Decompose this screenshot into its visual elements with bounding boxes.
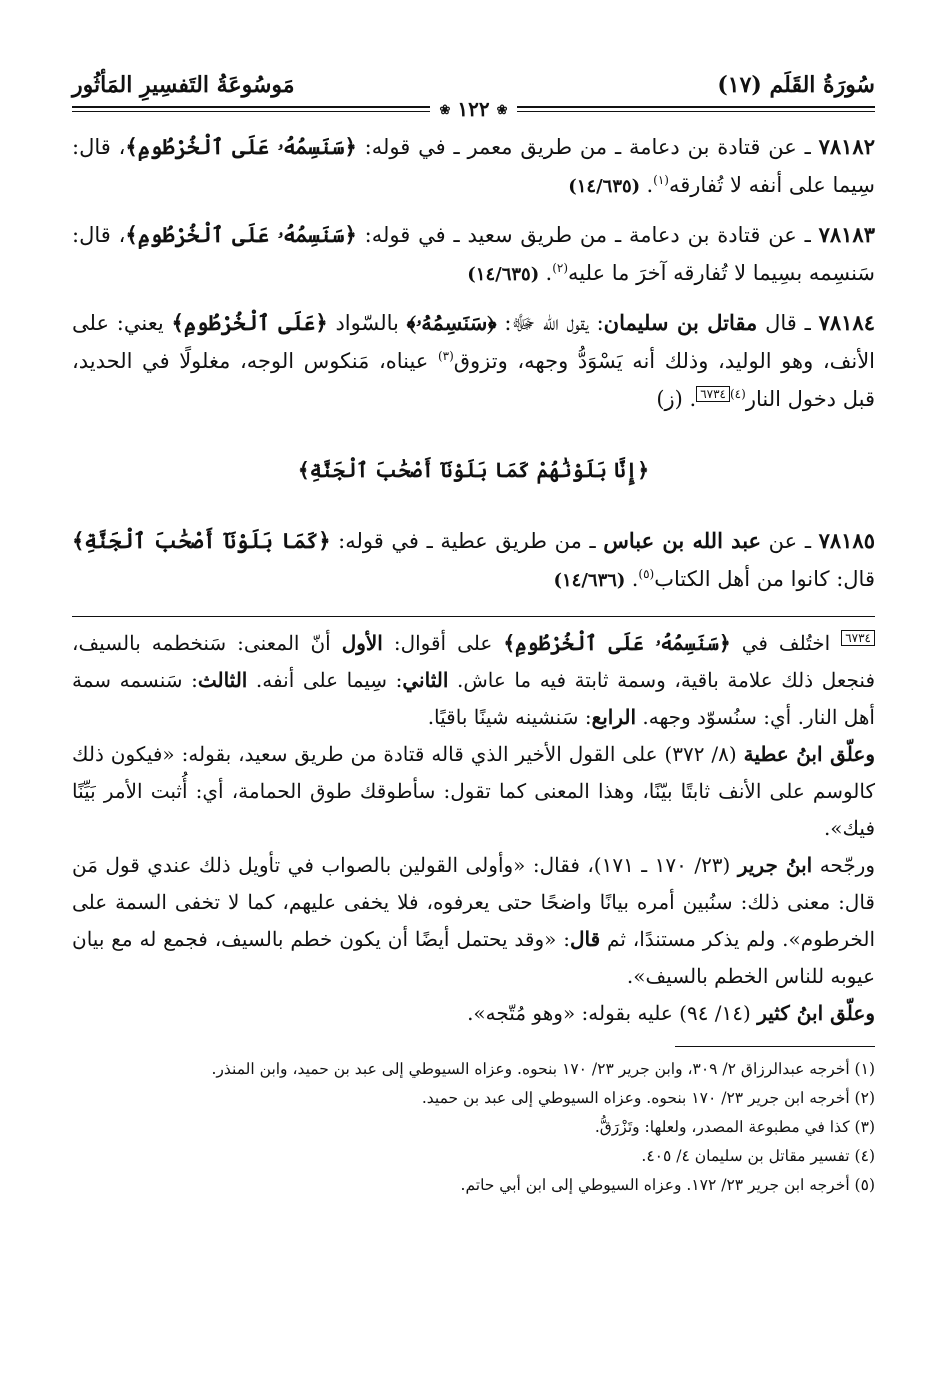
footnote: (١) أخرجه عبدالرزاق ٢/ ٣٠٩، وابن جرير ٢٣/ ١٧٠ بنحوه. وعزاه السيوطي إلى عبد بن حميد، وابن المنذر. [211,1060,875,1078]
header-sura [717,72,875,98]
footnote-marker: (٤) [729,387,746,401]
page [72,64,875,1200]
ornament-icon: ❀ [496,103,508,118]
narration-entry: ٧٨١٨٢ ـ عن قتادة بن دعامة ـ من طريق معمر ـ في قوله: ﴿سَنَسِمُهُۥ عَلَى ٱلْخُرْطُومِ﴾، قال: سِيما على أنفه لا تُفارقه$^{(١)}$. (١٤/٦٣٥) [72,134,875,197]
entry-number: ٧٨١٨٣ [818,222,875,247]
narration-entry: ٧٨١٨٣ ـ عن قتادة بن دعامة ـ من طريق سعيد ـ في قوله: ﴿سَنَسِمُهُۥ عَلَى ٱلْخُرْطُومِ﴾، قال: سَنسِمه بسِيما لا تُفارقه آخرَ ما عليه$^{(٢)}$. (١٤/٦٣٥) [72,222,875,285]
footnote: (٥) أخرجه ابن جرير ٢٣/ ١٧٢. وعزاه السيوطي إلى ابن أبي حاتم. [460,1176,875,1194]
verse-heading: ﴿إِنَّا بَلَوْنَٰهُمْ كَمَا بَلَوْنَآ أَصْحَٰبَ ٱلْجَنَّةِ﴾ [297,458,650,482]
narration-entry: ٧٨١٨٥ ـ عن عبد الله بن عباس ـ من طريق عطية ـ في قوله: ﴿كَمَا بَلَوْنَآ أَصْحَٰبَ ٱلْجَنَّةِ﴾ قال: كانوا من أهل الكتاب$^{(٥)}$. (١٤/٦٣٦) [72,528,875,591]
narrator-name: عبد الله بن عباس [603,528,762,553]
commentary-block: ٦٧٣٤ اختُلف في ﴿سَنَسِمُهُۥ عَلَى ٱلْخُرْطُومِ﴾ على أقوال: الأول أنّ المعنى: سَنخطمه بالسيف، فنجعل ذلك علامة باقية، وسمة ثابتة فيه ما عاش. الثاني: سِيما على أنفه. الثالث: سَنسمه سمة أهل النار. أي: سنُسوّد وجهه. الرابع: سَنشينه شينًا باقيًا. وعلّق ابنُ عطية (٨/ ٣٧٢) على القول الأخير الذي قاله قتادة من طريق سعيد، بقوله: «فيكون ذلك كالوسم على الأنف ثابتًا بيّنًا، وهذا المعنى كما تقول: سأطوقك طوق الحمامة، أي: أُثبت الأمر بَيِّنًا فيك». ورجّحه ابنُ جرير (٢٣/ ١٧٠ ـ ١٧١)، فقال: «وأولى القولين بالصواب في تأويل ذلك عندي قول مَن قال: معنى ذلك: سنُبين أمره بيانًا واضحًا حتى يعرفوه، فلا يخفى عليهم، كما لا تخفى السمة على الخرطوم». ولم يذكر مستندًا، ثم قال: «وقد يحتمل أيضًا أن يكون خطم بالسيف، فجمع له مع بيان عيوبه للناس الخطم بالسيف». وعلّق ابنُ كثير (١٤/ ٩٤) عليه بقوله: «وهو مُتّجه». [72,631,876,1025]
entry-number: ٧٨١٨٤ [818,310,875,335]
footnote-marker: (١) [653,173,669,187]
reference: (١٤/٦٣٥) [467,264,546,285]
commentary-separator [72,616,875,617]
running-header [72,64,875,121]
footnote-separator [675,1046,875,1047]
entry-number: ٧٨١٨٥ [818,528,875,553]
footnote: (٤) تفسير مقاتل بن سليمان ٤/ ٤٠٥. [641,1147,875,1165]
quran-verse: ﴿سَنَسِمُهُۥ عَلَى ٱلْخُرْطُومِ﴾ [125,222,357,247]
sura-name: سُورَةُ القَلَم [769,72,875,98]
quran-verse: ﴿عَلَى ٱلْخُرْطُومِ﴾ [171,310,328,335]
ornament-icon: ❀ [439,103,451,118]
quran-verse: ﴿سَنَسِمُهُۥ عَلَى ٱلْخُرْطُومِ﴾ [503,631,731,655]
narrator-name: مقاتل بن سليمان [603,310,758,335]
footnotes [72,1055,875,1200]
footnote: (٣) كذا في مطبوعة المصدر، ولعلها: وتَزْرَقُّ. [594,1118,875,1136]
sura-number: (١٧) [717,72,762,98]
quran-verse: ﴿كَمَا بَلَوْنَآ أَصْحَٰبَ ٱلْجَنَّةِ﴾ [72,528,331,553]
reference: (١٤/٦٣٥) [568,176,647,197]
quran-verse: ﴿سَنَسِمُهُۥ عَلَى ٱلْخُرْطُومِ﴾ [125,134,357,159]
footnote: (٢) أخرجه ابن جرير ٢٣/ ١٧٠ بنحوه. وعزاه السيوطي إلى عبد بن حميد. [421,1089,875,1107]
page-number-text: ١٢٢ [457,97,490,121]
scholar-name: ابنُ جرير [737,853,813,877]
quran-verse: ﴿سَنَسِمُهُۥ﴾ [406,310,497,335]
footnote-marker: (٥) [638,567,655,581]
page-number [430,97,518,121]
commentary-box-marker: ٦٧٣٤ [841,630,875,646]
reference: (١٤/٦٣٦) [553,570,632,591]
footnote-marker: (٣) [437,349,454,363]
header-book-title: مَوسُوعَةُ التَفسِيرِ المَأثُور [72,72,295,98]
scholar-name: ابنُ عطية [743,742,823,766]
commentary-box-marker: ٦٧٣٤ [696,386,730,402]
scholar-name: ابنُ كثير [757,1001,824,1025]
entry-number: ٧٨١٨٢ [818,134,875,159]
footnote-marker: (٢) [552,261,569,275]
narration-entry: ٧٨١٨٤ ـ قال مقاتل بن سليمان: يقول الله ﷻ: ﴿سَنَسِمُهُۥ﴾ بالسّواد ﴿عَلَى ٱلْخُرْطُومِ﴾ يعني: على الأنف، وهو الوليد، وذلك أنه يَسْوَدُّ وجهه، وتزوق$^{(٣)}$ عيناه، مَنكوس الوجه، مغلولًا في الحديد، قبل دخول النار$^{(٤)}$٦٧٣٤. (ز) [72,310,876,411]
